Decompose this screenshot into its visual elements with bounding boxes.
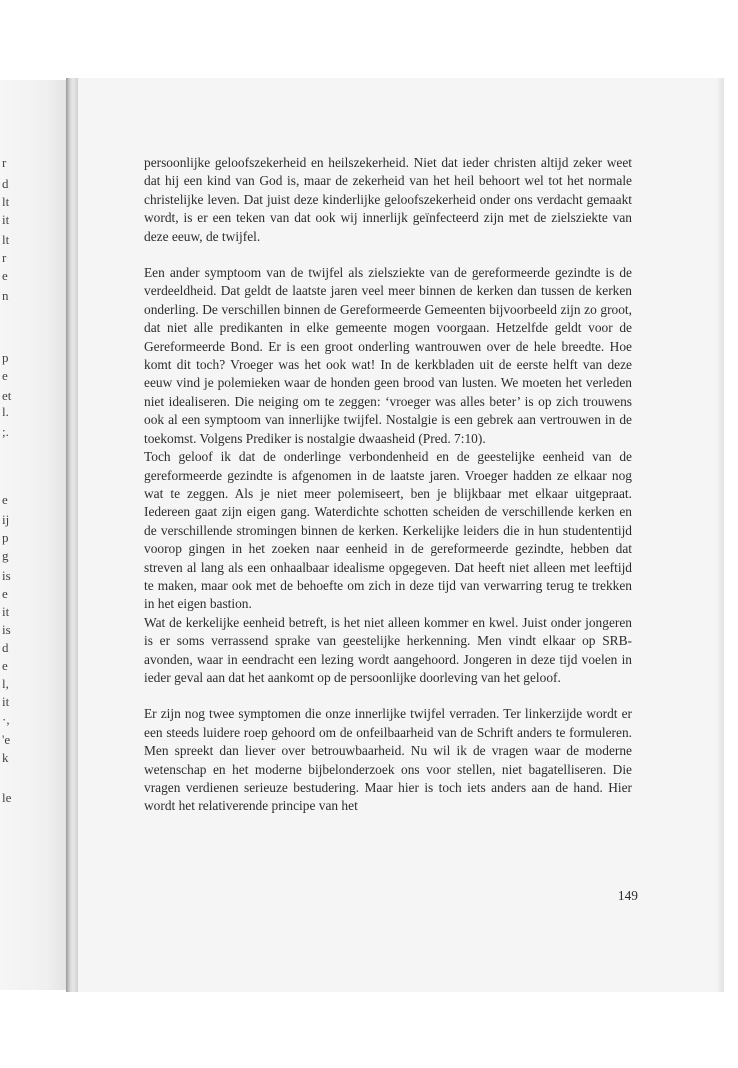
left-page-fragment: le <box>2 790 12 805</box>
paragraph: persoonlijke geloofszekerheid en heilszekerheid. Niet dat ieder christen altijd zeker weet dat hij een kind van God is, maar de zekerheid van het heil behoort wel tot het normale christelijke leven. Dat juist deze kinderlijke geloofszekerheid onder ons verdacht gemaakt wordt, is er een teken van dat ook wij innerlijk geïnfecteerd zijn met de zielsziekte van deze eeuw, de twijfel. <box>144 155 632 244</box>
left-page-fragment: g <box>2 548 9 563</box>
left-page-fragment: it <box>2 604 10 619</box>
left-page-fragment: l, <box>2 676 9 691</box>
left-page-fragment: r <box>2 250 7 265</box>
left-page-fragment: ij <box>2 512 10 527</box>
left-page-fragments <box>0 0 20 1068</box>
book-page <box>78 78 724 992</box>
paragraph: Wat de kerkelijke eenheid betreft, is het niet alleen kommer en kwel. Juist onder jongeren is er soms verrassend sprake van geestelijke herkenning. Men vindt elkaar op SRB-avonden, waar in eendracht een lezing wordt aangehoord. Jongeren in deze tijd voelen in ieder geval aan dat het aankomt op de persoonlijke doorleving van het geloof. <box>144 614 632 685</box>
left-page-fragment: n <box>2 288 9 303</box>
left-page-fragment: it <box>2 212 10 227</box>
left-page-fragment: d <box>2 176 9 191</box>
left-page-fragment: k <box>2 750 9 765</box>
left-page-fragment: lt <box>2 194 10 209</box>
page-number: 149 <box>617 888 638 903</box>
paragraph: Er zijn nog twee symptomen die onze innerlijke twijfel verraden. Ter linkerzijde wordt er een steeds luidere roep gehoord om de onfeilbaarheid van de Schrift anders te formuleren. Men spreekt dan liever over betrouwbaarheid. Nu wil ik de vragen waar de moderne wetenschap en het moderne bijbelonderzoek ons voor stellen, niet bagatelliseren. Die vragen verdienen serieuze bestudering. Maar hier is toch iets anders aan de hand. Hier wordt het relativerende principe van het <box>144 706 632 814</box>
left-page-fragment: d <box>2 640 9 655</box>
page-edge-shade <box>716 78 724 992</box>
left-page-fragment: r <box>2 155 7 170</box>
left-page-fragment: ·, <box>2 712 10 727</box>
left-page-fragment: p <box>2 530 9 545</box>
left-page-fragment: it <box>2 694 10 709</box>
left-page-fragment: l. <box>2 404 9 419</box>
left-page-fragment: e <box>2 268 8 283</box>
paragraph: Toch geloof ik dat de onderlinge verbondenheid en de geestelijke eenheid van de gereformeerde gezindte is afgenomen in de laatste jaren. Vroeger hadden ze elkaar nog wat te zeggen. Als je niet meer polemiseert, ben je blijkbaar met elkaar uitgepraat. Iedereen gaat zijn eigen gang. Waterdichte schotten scheiden de verschillende kerken en de verschillende stromingen binnen de kerken. Kerkelijke leiders die in hun studententijd voorop gingen in het zoeken naar eenheid in de gereformeerde gezindte, hebben dat streven al lang als een onhaalbaar idealisme opgegeven. Dat heeft niet alleen met leeftijd te maken, maar ook met de behoefte om zich in deze tijd van verwarring terug te trekken in het eigen bastion. <box>144 449 632 612</box>
book-gutter <box>66 78 78 992</box>
left-page-fragment: ;. <box>2 424 9 439</box>
left-page-fragment: et <box>2 388 12 403</box>
left-page-fragment: e <box>2 368 8 383</box>
left-page-fragment: is <box>2 622 11 637</box>
left-page-fragment: e <box>2 492 8 507</box>
left-page-fragment: p <box>2 350 9 365</box>
left-page-fragment: e <box>2 658 8 673</box>
left-page-fragment: e <box>2 586 8 601</box>
left-page-fragment: lt <box>2 232 10 247</box>
body-text <box>144 154 632 816</box>
left-page-fragment: is <box>2 568 11 583</box>
paragraph: Een ander symptoom van de twijfel als zielsziekte van de gereformeerde gezindte is de verdeeldheid. Dat geldt de laatste jaren veel meer binnen de kerken dan tussen de kerken onderling. De verschillen binnen de Gereformeerde Gemeenten bijvoorbeeld zijn zo groot, dat niet alle predikanten in elke gemeente mogen voorgaan. Hetzelfde geldt voor de Gereformeerde Bond. Er is een groot onderling wantrouwen over de hele breedte. Hoe komt dit toch? Vroeger was het ook wat! In de kerkbladen uit de eerste helft van deze eeuw vind je polemieken waar de honden geen brood van lusten. We moeten het verleden niet idealiseren. Die neiging om te zeggen: ‘vroeger was alles beter’ is op zich trouwens ook al een symptoom van innerlijke twijfel. Nostalgie is een gebrek aan vertrouwen in de toekomst. Volgens Prediker is nostalgie dwaasheid (Pred. 7:10). <box>144 265 632 446</box>
left-page-fragment: 'e <box>2 732 11 747</box>
